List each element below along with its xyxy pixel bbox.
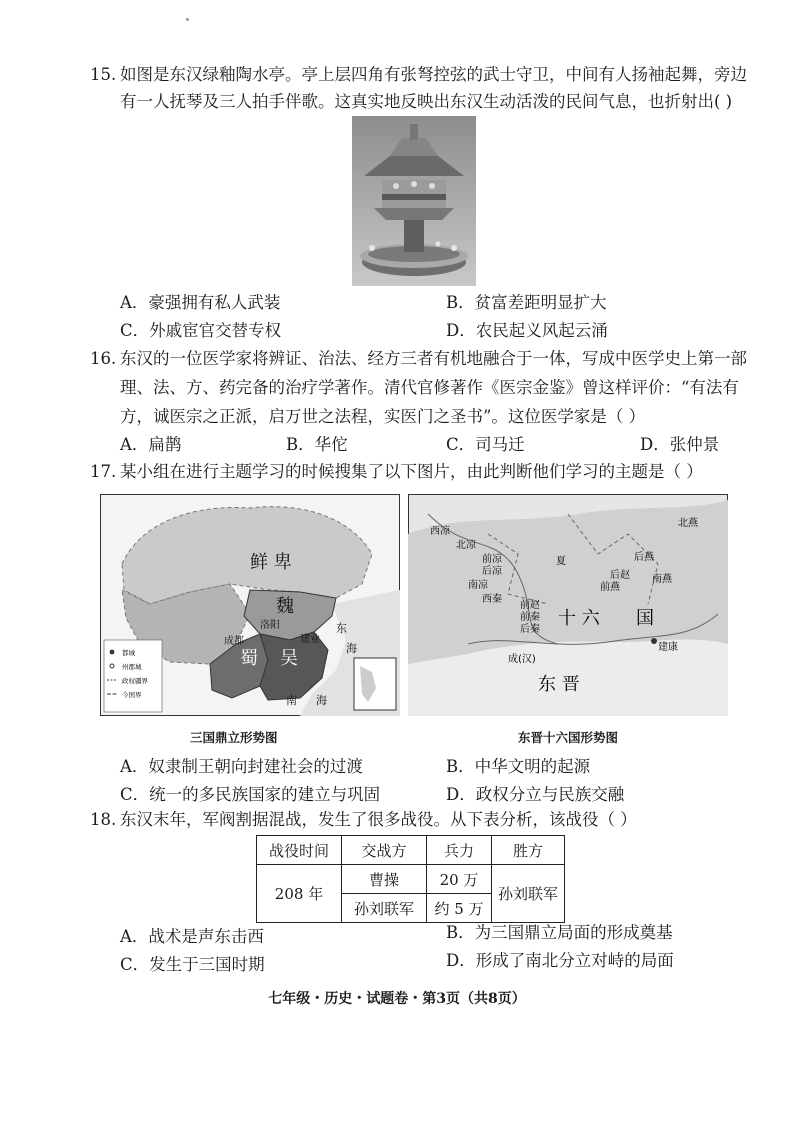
table-header-row (257, 836, 565, 865)
label-hai2: 海 (316, 694, 327, 707)
q18-option-d[interactable]: D．形成了南北分立对峙的局面 (446, 951, 674, 970)
q16-option-d[interactable]: D．张仲景 (640, 435, 720, 454)
q17-option-d[interactable]: D．政权分立与民族交融 (446, 785, 625, 804)
q18-line1: 18. 东汉末年，军阀割据混战，发生了很多战役。从下表分析，该战役（ ） (90, 810, 637, 829)
label-nan: 南 (286, 694, 297, 707)
q17-line1: 17. 某小组在进行主题学习的时候搜集了以下图片，由此判断他们学习的主题是（ ） (90, 462, 703, 481)
label-qianzhao: 前赵 (520, 600, 540, 611)
map1-caption: 三国鼎立形势图 (190, 730, 278, 745)
legend-prefecture: 州郡城 (122, 663, 142, 671)
cell-winner: 孙刘联军 (492, 865, 565, 923)
header-force: 兵力 (427, 836, 492, 865)
q15-line2: 有一人抚琴及三人拍手伴歌。这真实地反映出东汉生动活泼的民间气息，也折射出( ) (120, 92, 733, 111)
label-houzhao: 后赵 (610, 570, 630, 581)
label-chengdu: 成都 (224, 636, 244, 647)
q16-line3: 方，诚医宗之正派，启万世之法程，实医门之圣书”。这位医学家是（ ） (120, 407, 646, 426)
q15-option-d[interactable]: D．农民起义风起云涌 (446, 321, 608, 340)
label-qianqin: 前秦 (520, 612, 540, 623)
cell-side: 孙刘联军 (342, 894, 427, 923)
header-side: 交战方 (342, 836, 427, 865)
label-houqin: 后秦 (520, 624, 540, 635)
label-xiqin: 西秦 (482, 594, 502, 605)
q15-option-a[interactable]: A．豪强拥有私人武装 (120, 293, 281, 312)
legend-modern-border: 今国界 (122, 691, 142, 699)
q16-line2: 理、法、方、药完备的治疗学著作。清代官修著作《医宗金鉴》曾这样评价：“有法有 (120, 378, 739, 397)
q18-option-a[interactable]: A．战术是声东击西 (120, 927, 264, 946)
eastern-jin-map (408, 494, 728, 716)
q16-option-a[interactable]: A．扁鹊 (120, 435, 182, 454)
label-hai: 海 (346, 642, 357, 655)
q16-line1: 16. 东汉的一位医学家将辨证、治法、经方三者有机地融合于一体，写成中医学史上第一部 (90, 349, 747, 368)
label-qianliang: 前凉 (482, 554, 502, 565)
label-dong: 东 (336, 622, 347, 635)
q15-number: 15. (90, 65, 117, 84)
q17-option-a[interactable]: A．奴隶制王朝向封建社会的过渡 (120, 757, 363, 776)
label-nanyan: 南燕 (652, 574, 672, 585)
label-beiyan: 北燕 (678, 518, 698, 529)
label-shiliu: 十 六 (558, 608, 600, 629)
label-xia: 夏 (556, 556, 566, 567)
label-wu: 吴 (280, 648, 298, 669)
q15-option-c[interactable]: C．外戚宦官交替专权 (120, 321, 282, 340)
pottery-pavilion-photo (352, 116, 476, 286)
label-chenghan: 成(汉) (508, 654, 536, 665)
label-guo: 国 (636, 608, 654, 629)
table-row (257, 865, 565, 894)
q18-option-c[interactable]: C．发生于三国时期 (120, 955, 265, 974)
label-xiliang: 西凉 (430, 526, 450, 537)
q16-option-c[interactable]: C．司马迁 (446, 435, 525, 454)
q18-number: 18. (90, 810, 117, 829)
legend-capital: 都城 (122, 649, 135, 657)
scan-dot (186, 18, 189, 21)
legend-regime-border: 政权疆界 (122, 677, 148, 685)
label-houyan: 后燕 (634, 552, 654, 563)
map2-caption: 东晋十六国形势图 (518, 730, 619, 745)
cell-force: 20 万 (427, 865, 492, 894)
label-jiankang: 建康 (658, 642, 678, 653)
label-wei: 魏 (276, 596, 294, 617)
cell-time: 208 年 (257, 865, 342, 923)
label-houliang: 后凉 (482, 566, 502, 577)
header-time: 战役时间 (257, 836, 342, 865)
label-dongjin: 东 晋 (538, 674, 580, 695)
q16-number: 16. (90, 349, 117, 368)
label-shu: 蜀 (240, 648, 258, 669)
q17-option-b[interactable]: B．中华文明的起源 (446, 757, 591, 776)
label-xianbei: 鲜 卑 (250, 552, 292, 573)
battle-table (256, 835, 565, 923)
header-winner: 胜方 (492, 836, 565, 865)
label-nanliang: 南凉 (468, 580, 488, 591)
q18-option-b[interactable]: B．为三国鼎立局面的形成奠基 (446, 923, 673, 942)
label-beiliang: 北凉 (456, 540, 476, 551)
q17-number: 17. (90, 462, 117, 481)
cell-force: 约 5 万 (427, 894, 492, 923)
label-jianye: 建业 (300, 634, 320, 645)
q15-line1: 15. 如图是东汉绿釉陶水亭。亭上层四角有张弩控弦的武士守卫，中间有人扬袖起舞，旁边 (90, 65, 747, 84)
label-qianyan: 前燕 (600, 582, 620, 593)
three-kingdoms-map (100, 494, 400, 716)
q17-option-c[interactable]: C．统一的多民族国家的建立与巩固 (120, 785, 381, 804)
q16-option-b[interactable]: B．华佗 (286, 435, 348, 454)
cell-side: 曹操 (342, 865, 427, 894)
q15-option-b[interactable]: B．贫富差距明显扩大 (446, 293, 607, 312)
page-footer: 七年级・历史・试题卷・第3页（共8页） (268, 991, 526, 1007)
label-luoyang: 洛阳 (260, 620, 280, 631)
